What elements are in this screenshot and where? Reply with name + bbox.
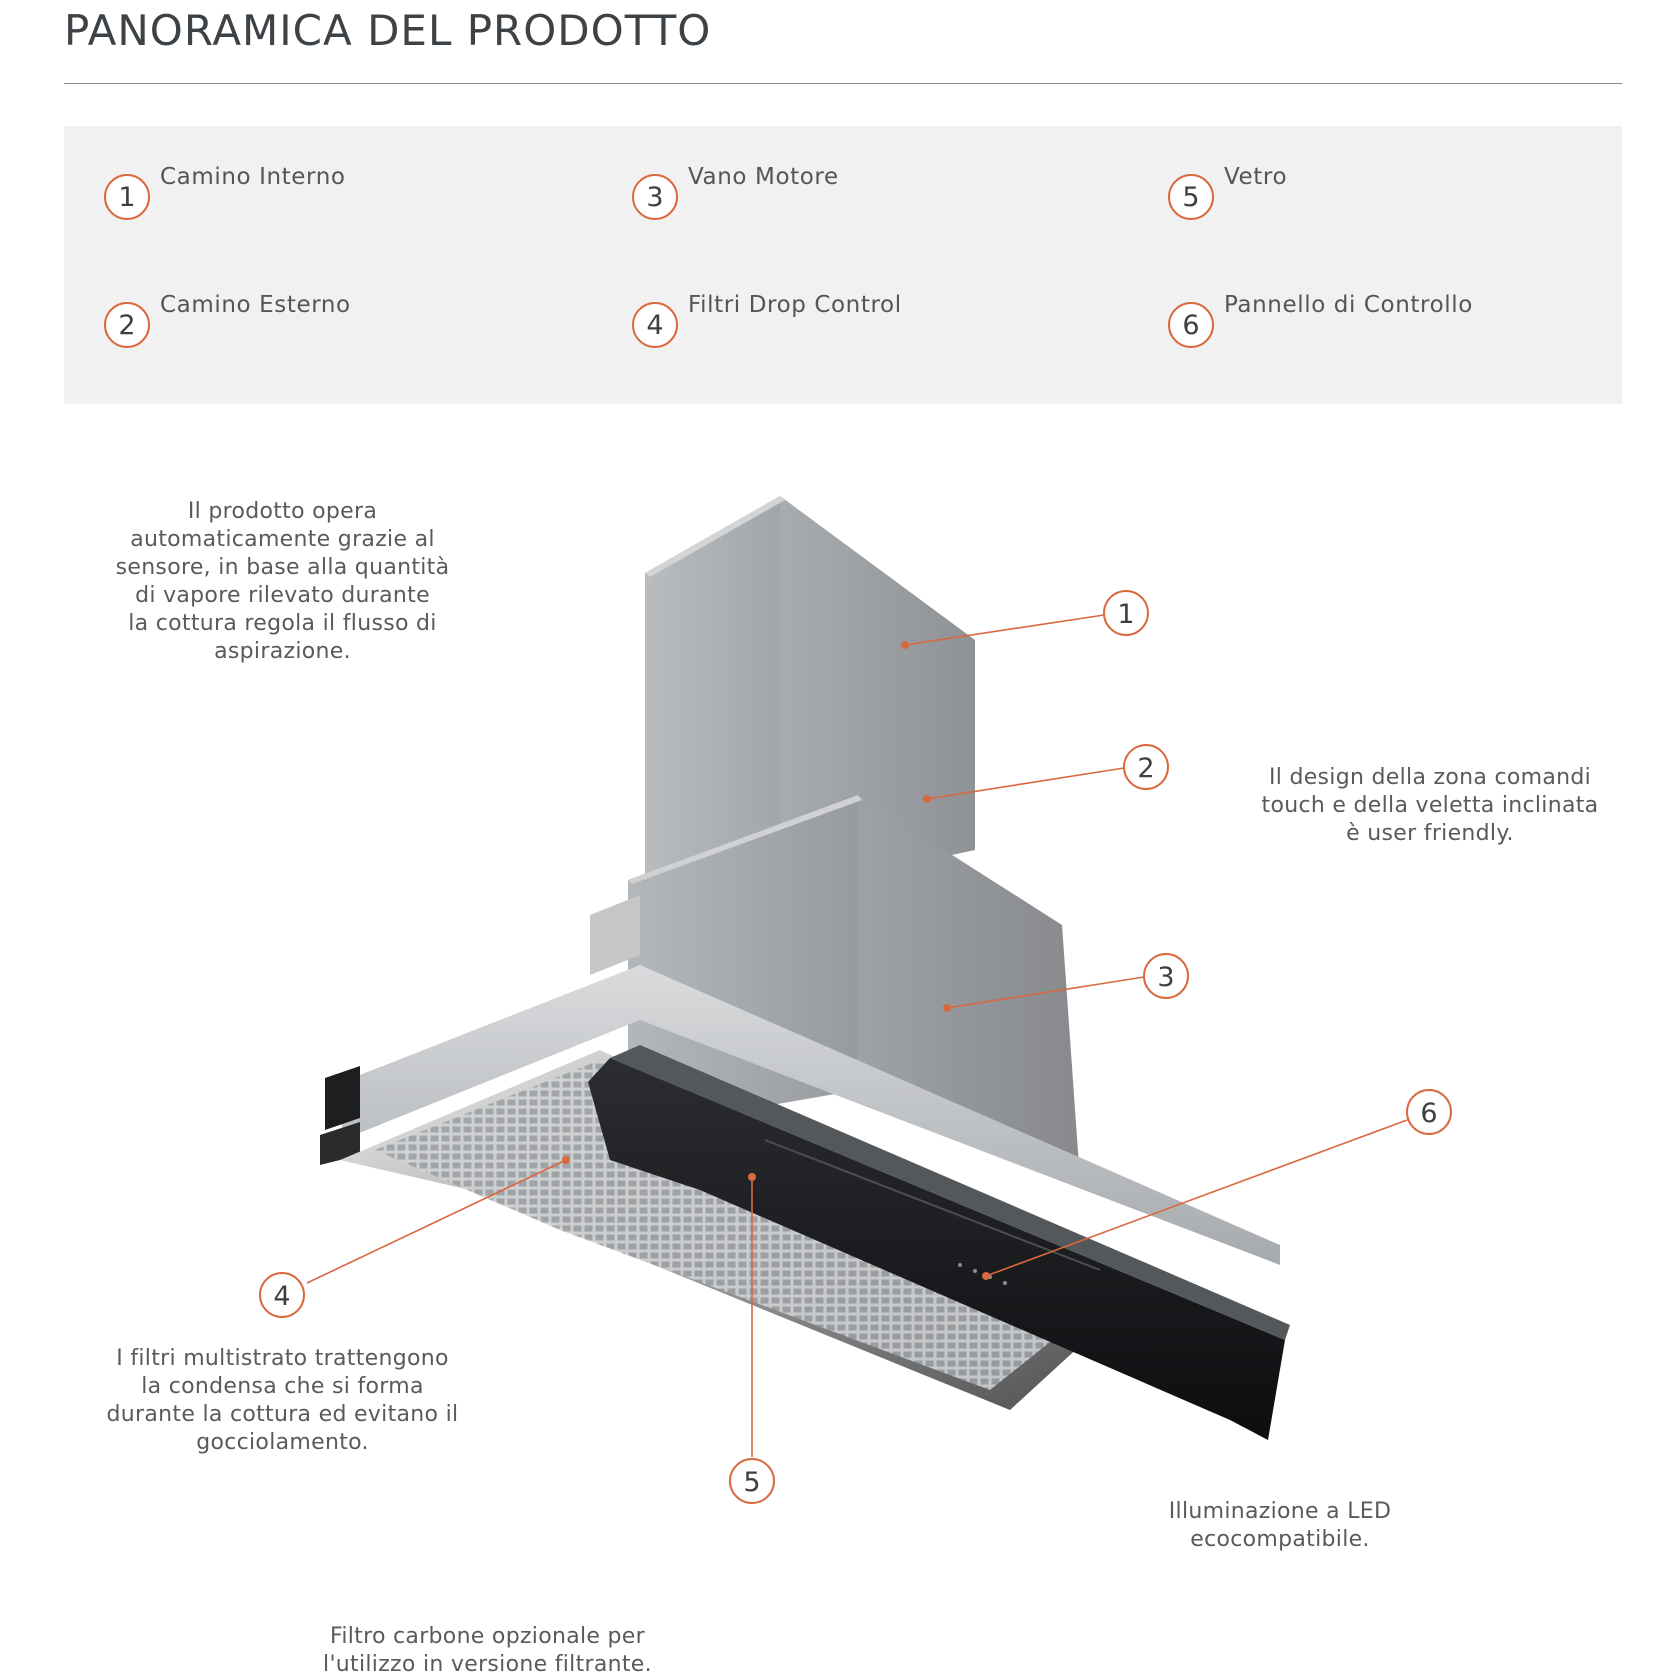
legend-label-1: Camino Interno bbox=[160, 164, 346, 190]
legend-number-4: 4 bbox=[632, 302, 678, 348]
desc-sensor: Il prodotto opera automaticamente grazie al sensore, in base alla quantità di vapore rilevato durante la cottura regola il flusso di aspirazione. bbox=[115, 499, 450, 664]
callout-3 bbox=[1144, 954, 1188, 998]
callout-number-5: 5 bbox=[743, 1467, 761, 1498]
legend-label-6: Pannello di Controllo bbox=[1224, 292, 1473, 318]
callout-2 bbox=[1124, 745, 1168, 789]
desc-filters: I filtri multistrato trattengono la condensa che si forma durante la cottura ed evitano il gocciolamento. bbox=[106, 1346, 459, 1455]
callout-number-1: 1 bbox=[1117, 599, 1135, 630]
legend-number-6: 6 bbox=[1168, 302, 1214, 348]
legend-number-1: 1 bbox=[104, 174, 150, 220]
legend-number-5: 5 bbox=[1168, 174, 1214, 220]
callout-4 bbox=[260, 1273, 304, 1317]
callout-1 bbox=[1104, 591, 1148, 635]
page-title: PANORAMICA DEL PRODOTTO bbox=[64, 6, 712, 55]
desc-led: Illuminazione a LED ecocompatibile. bbox=[1168, 1499, 1392, 1552]
callout-number-4: 4 bbox=[273, 1281, 291, 1312]
legend-number-2: 2 bbox=[104, 302, 150, 348]
legend-number-3: 3 bbox=[632, 174, 678, 220]
callout-6 bbox=[1407, 1090, 1451, 1134]
callout-number-6: 6 bbox=[1420, 1098, 1438, 1129]
legend-label-3: Vano Motore bbox=[688, 164, 839, 190]
legend-label-2: Camino Esterno bbox=[160, 292, 351, 318]
legend-label-5: Vetro bbox=[1224, 164, 1288, 190]
desc-design: Il design della zona comandi touch e della veletta inclinata è user friendly. bbox=[1261, 765, 1599, 846]
callout-number-2: 2 bbox=[1137, 753, 1155, 784]
desc-carbon: Filtro carbone opzionale per l'utilizzo in versione filtrante. bbox=[323, 1624, 652, 1677]
callout-number-3: 3 bbox=[1157, 962, 1175, 993]
legend-label-4: Filtri Drop Control bbox=[688, 292, 902, 318]
callout-5 bbox=[730, 1459, 774, 1503]
